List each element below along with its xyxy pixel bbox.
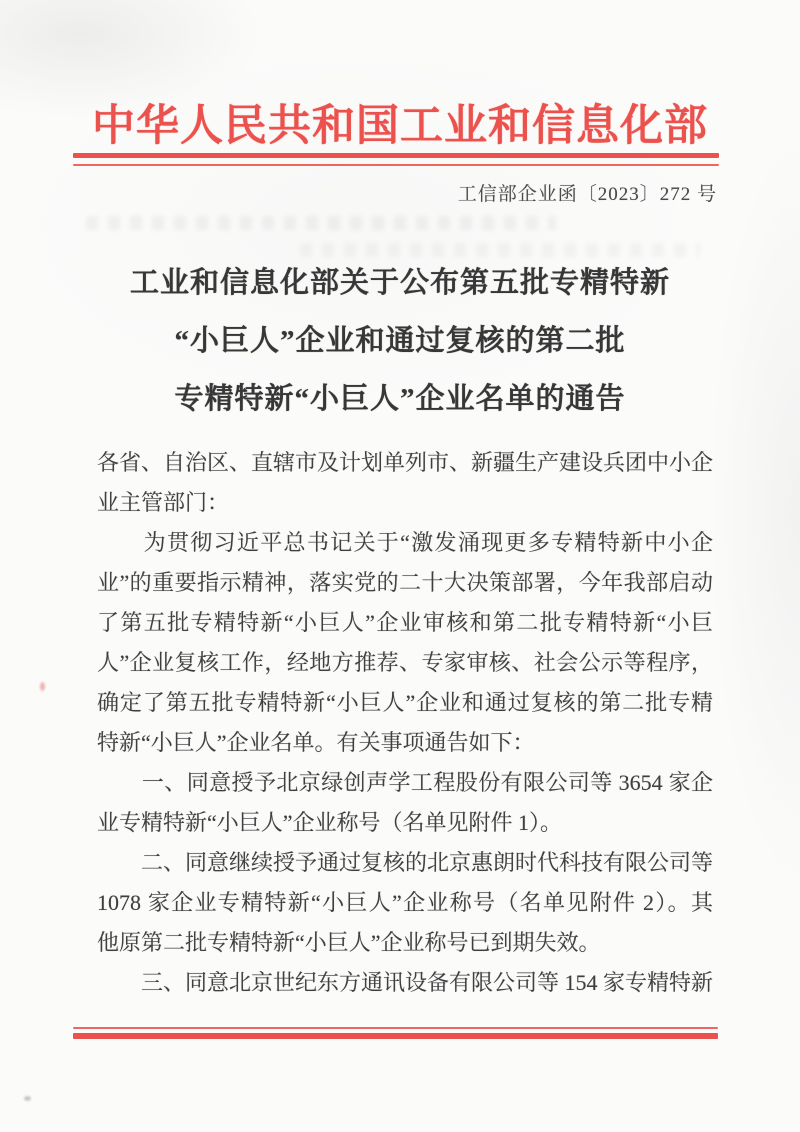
footer-double-rule	[73, 1027, 718, 1039]
rule-bar-thin	[73, 164, 719, 166]
document-title-line: “小巨人”企业和通过复核的第二批	[174, 325, 626, 357]
body-text-line: 二、同意继续授予通过复核的北京惠朗时代科技有限公司等	[97, 850, 714, 875]
body-text-line: 业主管部门：	[97, 490, 230, 515]
document-reference-number: 工信部企业函〔2023〕272 号	[457, 184, 717, 205]
body-text-line: 业专精特新“小巨人”企业称号（名单见附件 1）。	[97, 810, 563, 835]
body-text-line: 各省、自治区、直辖市及计划单列市、新疆生产建设兵团中小企	[97, 450, 714, 475]
body-text-line: 确定了第五批专精特新“小巨人”企业和通过复核的第二批专精	[97, 690, 713, 715]
issuing-agency-name: 中华人民共和国工业和信息化部	[92, 103, 708, 150]
body-text-line: 人”企业复核工作，经地方推荐、专家审核、社会公示等程序，	[97, 650, 713, 675]
document-title-line: 专精特新“小巨人”企业名单的通告	[174, 383, 626, 415]
scan-speck	[40, 682, 45, 691]
rule-bar-thick	[73, 1033, 718, 1039]
body-text-line: 三、同意北京世纪东方通讯设备有限公司等 154 家专精特新	[97, 970, 714, 995]
scan-bleed-artifact	[86, 216, 556, 230]
scan-speck	[24, 1096, 31, 1101]
body-text-line: 1078 家企业专精特新“小巨人”企业称号（名单见附件 2）。其	[97, 890, 713, 915]
document-title	[0, 254, 800, 428]
document-title-line: 工业和信息化部关于公布第五批专精特新	[129, 267, 670, 299]
body-text-line: 业”的重要指示精神，落实党的二十大决策部署，今年我部启动	[97, 570, 713, 595]
body-text-line: 为贯彻习近平总书记关于“激发涌现更多专精特新中小企	[97, 530, 713, 555]
letterhead-double-rule	[73, 153, 719, 166]
rule-bar-thin	[73, 1027, 718, 1029]
body-text-line: 了第五批专精特新“小巨人”企业审核和第二批专精特新“小巨	[97, 610, 713, 635]
rule-bar-thick	[73, 153, 719, 158]
body-text-line: 他原第二批专精特新“小巨人”企业称号已到期失效。	[97, 930, 601, 955]
document-body	[97, 443, 713, 1003]
body-text-line: 特新“小巨人”企业名单。有关事项通告如下：	[97, 730, 535, 755]
body-text-line: 一、同意授予北京绿创声学工程股份有限公司等 3654 家企	[97, 770, 713, 795]
